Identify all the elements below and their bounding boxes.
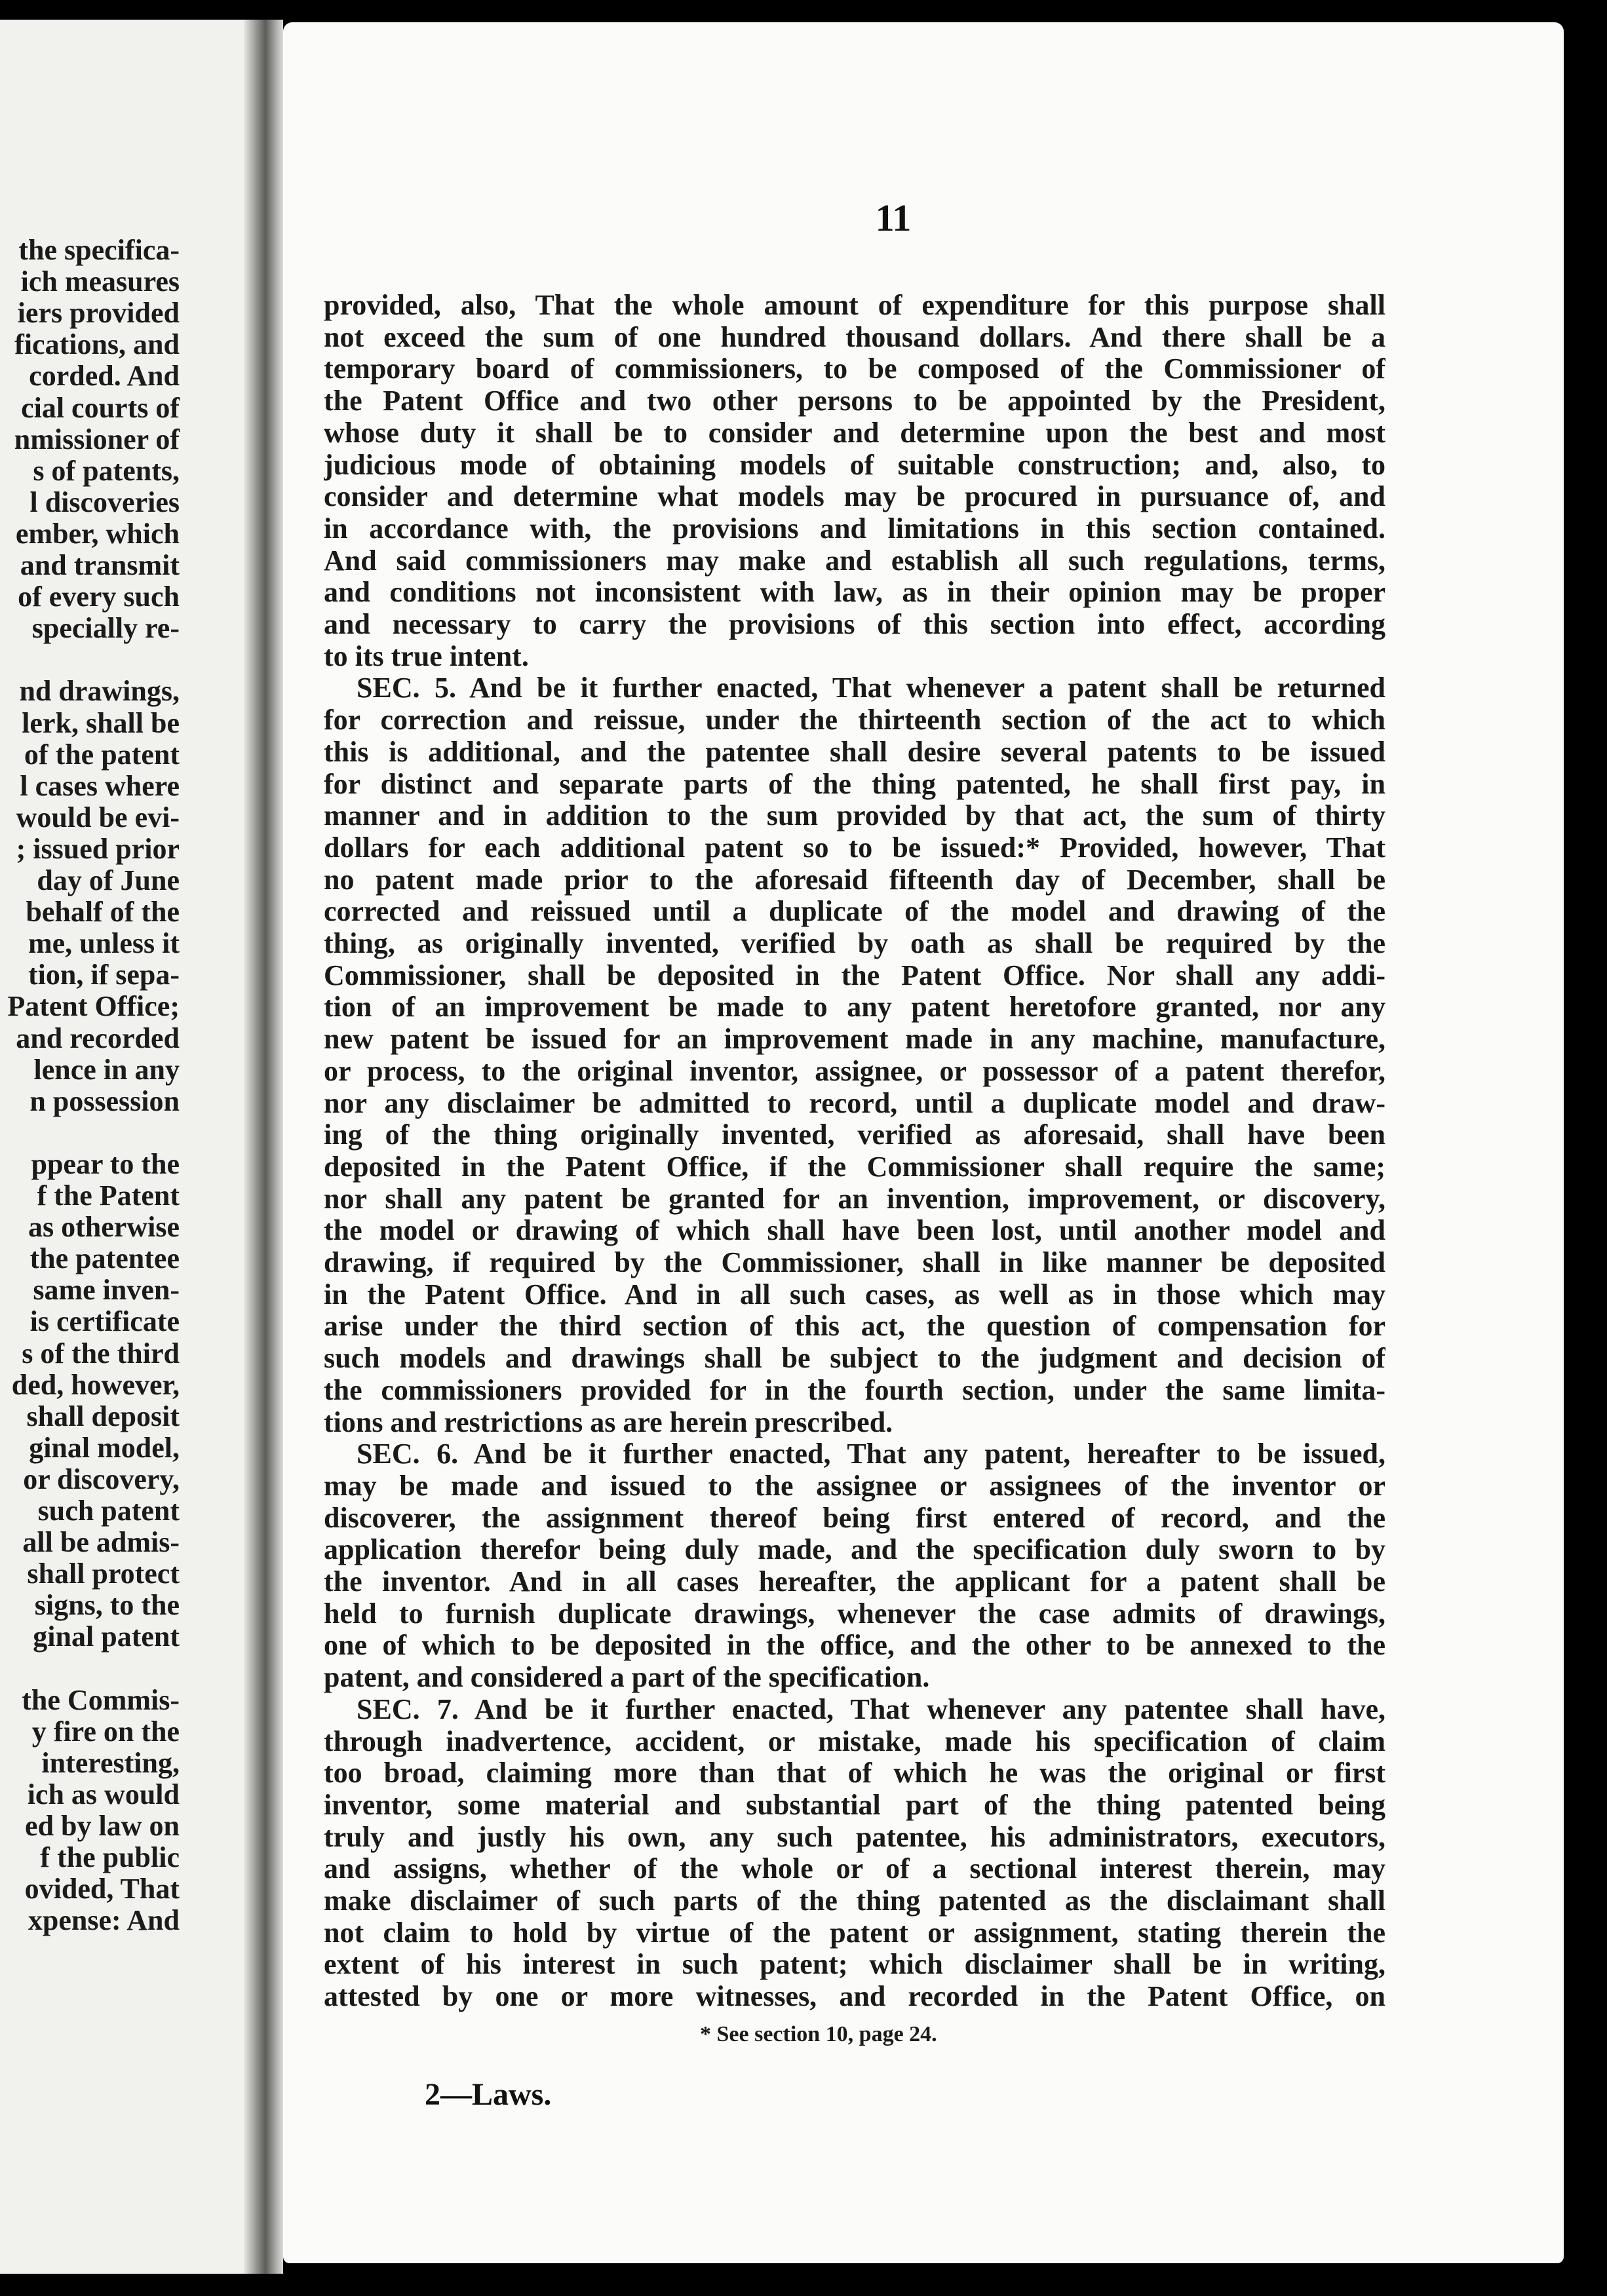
left-page-line: the Commis- — [22, 1683, 180, 1716]
text-line: the inventor. And in all cases hereafter, the applicant for a patent shall be — [324, 1566, 1385, 1598]
text-line: attested by one or more witnesses, and recorded in the Patent Office, on — [324, 1981, 1385, 2013]
book-gutter — [244, 20, 283, 2274]
left-page-line: of every such — [18, 581, 180, 613]
left-page-line: f the Patent — [37, 1179, 180, 1212]
left-page-line: nd drawings, — [19, 675, 180, 708]
text-line: Commissioner, shall be deposited in the Patent Office. Nor shall any addi- — [324, 959, 1385, 991]
left-page — [0, 20, 244, 2274]
text-line: deposited in the Patent Office, if the Commissioner shall require the same; — [324, 1151, 1385, 1183]
left-page-line: ppear to the — [31, 1147, 180, 1180]
text-line: too broad, claiming more than that of which he was the original or first — [324, 1757, 1385, 1789]
text-line: extent of his interest in such patent; which disclaimer shall be in writing, — [324, 1949, 1385, 1981]
left-page-line: Patent Office; — [7, 990, 180, 1023]
left-page-line: nmissioner of — [14, 423, 180, 455]
text-line: temporary board of commissioners, to be composed of the Commissioner of — [324, 353, 1385, 385]
text-line: SEC. 6. And be it further enacted, That any patent, hereafter to be issued, — [357, 1438, 1385, 1470]
left-page-line: of the patent — [24, 738, 180, 771]
text-line: the commissioners provided for in the fourth section, under the same limita- — [324, 1374, 1385, 1406]
left-page-line: is certificate — [29, 1305, 180, 1338]
left-page-line: ginal patent — [33, 1620, 180, 1653]
text-line: not claim to hold by virtue of the patent or assignment, stating therein the — [324, 1917, 1385, 1949]
text-line: arise under the third section of this act, the question of compensation for — [324, 1311, 1385, 1343]
left-page-line: ; issued prior — [16, 832, 180, 865]
text-line: nor shall any patent be granted for an invention, improvement, or discovery, — [324, 1183, 1385, 1215]
text-line: manner and in addition to the sum provided by that act, the sum of thirty — [324, 800, 1385, 832]
text-line: corrected and reissued until a duplicate of the model and drawing of the — [324, 896, 1385, 928]
signature-mark: 2—Laws. — [425, 2077, 552, 2112]
left-page-line: f the public — [40, 1841, 180, 1874]
text-line: ing of the thing originally invented, verified as aforesaid, shall have been — [324, 1119, 1385, 1151]
left-page-line: ded, however, — [11, 1368, 180, 1401]
left-page-line: day of June — [37, 864, 180, 896]
text-line: and necessary to carry the provisions of this section into effect, according — [324, 609, 1385, 640]
left-page-line: ich measures — [20, 265, 180, 298]
text-line: tions and restrictions as are herein prescribed. — [324, 1406, 893, 1438]
left-page-line: the specifica- — [18, 234, 180, 266]
text-line: judicious mode of obtaining models of suitable construction; and, also, to — [324, 449, 1385, 481]
text-line: truly and justly his own, any such patentee, his administrators, executors, — [324, 1821, 1385, 1853]
left-page-line: lence in any — [33, 1053, 180, 1086]
text-line: And said commissioners may make and establish all such regulations, terms, — [324, 545, 1385, 577]
text-line: not exceed the sum of one hundred thousand dollars. And there shall be a — [324, 321, 1385, 353]
left-page-line: same inven- — [33, 1274, 180, 1307]
left-page-line: would be evi- — [16, 801, 180, 833]
left-page-line: s of the third — [22, 1337, 180, 1369]
left-page-line: behalf of the — [26, 896, 180, 928]
text-line: consider and determine what models may be procured in pursuance of, and — [324, 481, 1385, 513]
left-page-line: lerk, shall be — [22, 706, 180, 739]
left-page-line: as otherwise — [28, 1211, 180, 1244]
left-page-line: ginal model, — [29, 1431, 180, 1464]
footnote: * See section 10, page 24. — [700, 2022, 937, 2046]
text-line: for distinct and separate parts of the thing patented, he shall first pay, in — [324, 768, 1385, 800]
text-line: the Patent Office and two other persons to be appointed by the President, — [324, 385, 1385, 417]
left-page-line: l cases where — [20, 769, 180, 802]
left-page-line: me, unless it — [28, 927, 180, 960]
text-line: patent, and considered a part of the specification. — [324, 1662, 930, 1694]
left-page-line: fications, and — [14, 328, 180, 361]
left-page-line: all be admis- — [22, 1526, 180, 1559]
left-page-line: shall protect — [27, 1558, 180, 1590]
left-page-line: signs, to the — [34, 1589, 180, 1622]
text-line: to its true intent. — [324, 640, 529, 672]
left-page-line: interesting, — [41, 1746, 180, 1779]
text-line: through inadvertence, accident, or mistake, made his specification of claim — [324, 1725, 1385, 1757]
left-page-line: ed by law on — [25, 1810, 180, 1842]
text-line: held to furnish duplicate drawings, whenever the case admits of drawings, — [324, 1598, 1385, 1630]
left-page-line: ember, which — [15, 517, 180, 550]
text-line: no patent made prior to the aforesaid fifteenth day of December, shall be — [324, 864, 1385, 896]
text-line: such models and drawings shall be subject to the judgment and decision of — [324, 1343, 1385, 1375]
left-page-line: n possession — [29, 1084, 180, 1117]
left-page-line: y fire on the — [31, 1715, 180, 1748]
right-page — [283, 22, 1564, 2263]
text-line: make disclaimer of such parts of the thing patented as the disclaimant shall — [324, 1885, 1385, 1917]
left-page-line: such patent — [37, 1495, 180, 1527]
left-page-line: or discovery, — [23, 1463, 180, 1495]
text-line: provided, also, That the whole amount of expenditure for this purpose shall — [324, 290, 1385, 321]
left-page-line: ich as would — [27, 1778, 180, 1810]
text-line: or process, to the original inventor, assignee, or possessor of a patent therefor, — [324, 1055, 1385, 1087]
left-page-line: ovided, That — [24, 1873, 180, 1905]
text-line: SEC. 5. And be it further enacted, That whenever a patent shall be returned — [357, 672, 1385, 704]
text-line: in accordance with, the provisions and limitations in this section contained. — [324, 512, 1385, 545]
text-line: nor any disclaimer be admitted to record, until a duplicate model and draw- — [324, 1087, 1385, 1119]
left-page-line: tion, if sepa- — [28, 959, 180, 991]
text-line: discoverer, the assignment thereof being first entered of record, and the — [324, 1502, 1385, 1534]
text-line: one of which to be deposited in the office, and the other to be annexed to the — [324, 1630, 1385, 1662]
text-line: for correction and reissue, under the thirteenth section of the act to which — [324, 704, 1385, 737]
text-line: SEC. 7. And be it further enacted, That whenever any patentee shall have, — [357, 1693, 1385, 1725]
left-page-line: l discoveries — [29, 486, 180, 518]
left-page-line: cial courts of — [21, 391, 180, 424]
left-page-line: xpense: And — [28, 1904, 180, 1937]
left-page-line: the patentee — [29, 1242, 180, 1275]
text-line: the model or drawing of which shall have been lost, until another model and — [324, 1215, 1385, 1247]
text-line: drawing, if required by the Commissioner, shall in like manner be deposited — [324, 1247, 1385, 1278]
text-line: inventor, some material and substantial part of the thing patented being — [324, 1789, 1385, 1821]
text-line: tion of an improvement be made to any patent heretofore granted, nor any — [324, 991, 1385, 1024]
left-page-line: corded. And — [29, 360, 180, 392]
text-line: new patent be issued for an improvement made in any machine, manufacture, — [324, 1024, 1385, 1056]
left-page-line: s of patents, — [33, 454, 180, 487]
text-line: may be made and issued to the assignee or assignees of the inventor or — [324, 1470, 1385, 1502]
text-line: and conditions not inconsistent with law, as in their opinion may be proper — [324, 577, 1385, 609]
text-line: application therefor being duly made, and the specification duly sworn to by — [324, 1534, 1385, 1566]
text-line: thing, as originally invented, verified by oath as shall be required by the — [324, 928, 1385, 959]
text-line: and assigns, whether of the whole or of a sectional interest therein, may — [324, 1853, 1385, 1885]
text-line: dollars for each additional patent so to be issued:* Provided, however, That — [324, 832, 1385, 864]
text-line: this is additional, and the patentee shall desire several patents to be issued — [324, 736, 1385, 768]
text-line: whose duty it shall be to consider and determine upon the best and most — [324, 417, 1385, 449]
page-number: 11 — [875, 197, 912, 239]
left-page-line: shall deposit — [26, 1400, 180, 1432]
text-line: in the Patent Office. And in all such cases, as well as in those which may — [324, 1278, 1385, 1311]
left-page-line: iers provided — [17, 297, 180, 330]
left-page-line: and recorded — [16, 1022, 180, 1054]
left-page-line: and transmit — [20, 549, 180, 581]
left-page-line: specially re- — [31, 612, 180, 645]
